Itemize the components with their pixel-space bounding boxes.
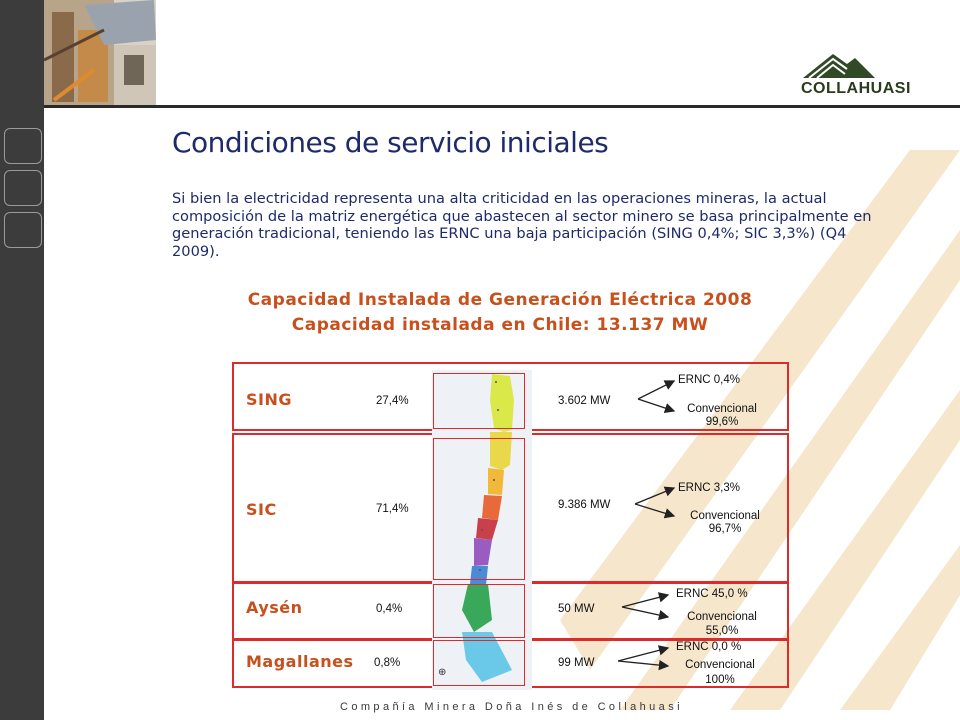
- region-name-sic: SIC: [246, 500, 277, 519]
- percent-sing: 27,4%: [376, 395, 409, 407]
- ernc-magallanes: ERNC 0,0 %: [676, 641, 742, 653]
- percent-aysen: 0,4%: [376, 603, 403, 615]
- left-sidebar: [0, 0, 44, 720]
- chart-title-line1: Capacidad Instalada de Generación Eléctrica 2008: [247, 290, 753, 310]
- chart-title-line2: Capacidad instalada en Chile: 13.137 MW: [291, 315, 709, 335]
- region-name-aysen: Aysén: [246, 598, 303, 617]
- conv-label-aysen: Convencional: [687, 611, 757, 623]
- ernc-sing: ERNC 0,4%: [678, 374, 740, 386]
- conv-label-sing: Convencional: [687, 403, 757, 415]
- mining-photo-image: [44, 0, 156, 105]
- logo-text: COLLAHUASI: [801, 80, 911, 97]
- map-highlight-magallanes: [433, 640, 525, 686]
- capacity-sing: 3.602 MW: [558, 395, 611, 407]
- collahuasi-logo: [795, 50, 945, 100]
- header-divider: [44, 105, 960, 108]
- conv-value-magallanes: 100%: [705, 674, 735, 686]
- intro-paragraph: Si bien la electricidad representa una alta criticidad en las operaciones mineras, la actual composición de la matriz energética que abastecen al sector minero se basa principalmente en generación tradicional, teniendo las ERNC una baja participación (SING 0,4%; SIC 3,3%) (Q4 2009).: [172, 190, 872, 260]
- conv-label-sic: Convencional: [690, 510, 760, 522]
- ernc-aysen: ERNC 45,0 %: [676, 588, 748, 600]
- capacity-sic: 9.386 MW: [558, 499, 611, 511]
- ernc-sic: ERNC 3,3%: [678, 482, 740, 494]
- map-highlight-sic: [433, 438, 525, 580]
- capacity-aysen: 50 MW: [558, 603, 595, 615]
- conv-label-magallanes: Convencional: [685, 659, 755, 671]
- region-name-sing: SING: [246, 390, 292, 409]
- sidebar-button-2[interactable]: [4, 170, 42, 206]
- header-banner: [44, 0, 960, 108]
- percent-sic: 71,4%: [376, 503, 409, 515]
- conv-value-aysen: 55,0%: [705, 625, 739, 637]
- map-highlight-aysen: [433, 584, 525, 638]
- conv-value-sic: 96,7%: [708, 523, 742, 535]
- slide-title: Condiciones de servicio iniciales: [172, 126, 609, 159]
- map-highlight-sing: [433, 373, 525, 429]
- conv-value-sing: 99,6%: [705, 416, 739, 428]
- svg-text:⊕: ⊕: [438, 667, 447, 678]
- capacity-magallanes: 99 MW: [558, 657, 595, 669]
- sidebar-button-3[interactable]: [4, 212, 42, 248]
- percent-magallanes: 0,8%: [374, 657, 401, 669]
- sidebar-button-1[interactable]: [4, 128, 42, 164]
- mountain-logo-icon: [795, 50, 945, 80]
- region-name-magallanes: Magallanes: [246, 652, 354, 671]
- footer-company-name: Compañía Minera Doña Inés de Collahuasi: [340, 701, 683, 713]
